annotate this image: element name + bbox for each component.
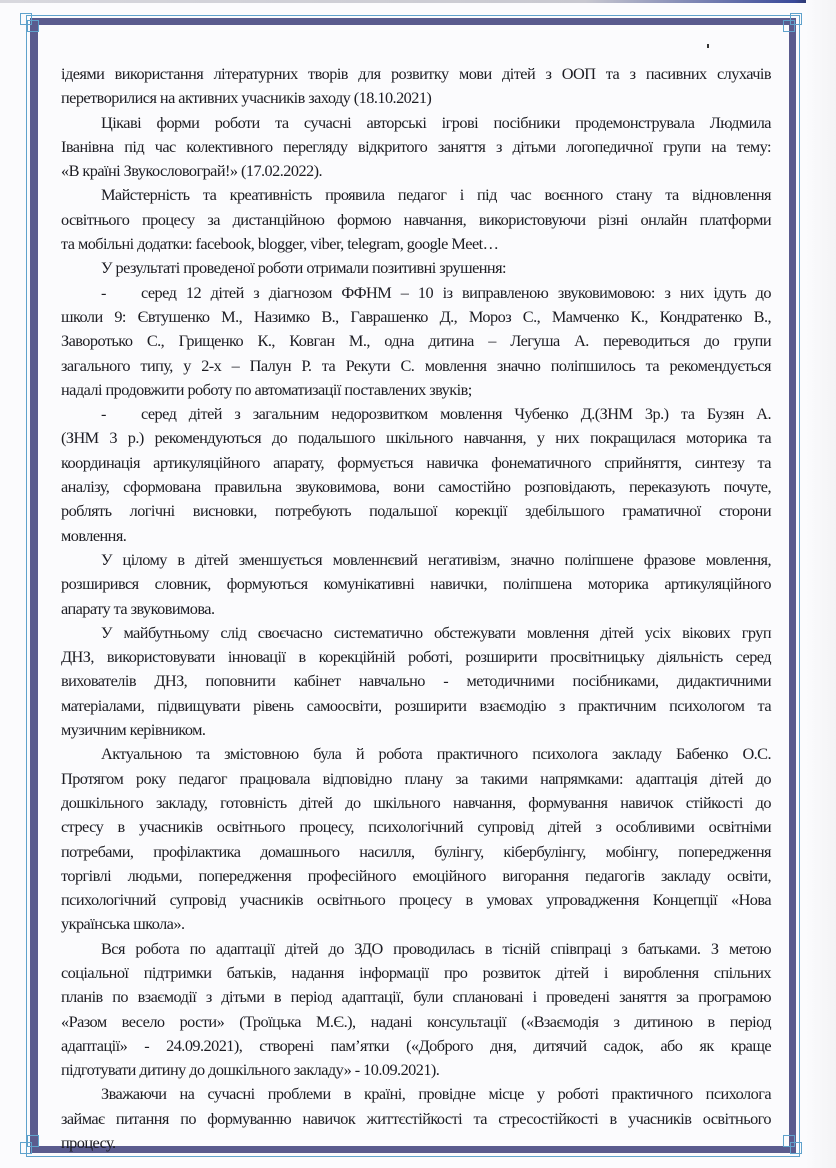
text-line: мовлення. bbox=[61, 525, 127, 545]
text-line: освітнього процесу за дистанційною формою навчання, використовуючи різні онлайн платформи bbox=[61, 209, 771, 229]
bullet-dash: - bbox=[101, 282, 107, 302]
text-line: торгівлі людьми, попередження професійного емоційного вигорання педагогів закладу освіти, bbox=[61, 865, 771, 885]
paragraph-p1 bbox=[61, 62, 771, 111]
text-line: соціальної підтримки батьків, надання інформації про розвиток дітей і вироблення спільних bbox=[61, 962, 771, 982]
text-line: Вся робота по адаптації дітей до ЗДО проводилась в тісній співпраці з батьками. З метою bbox=[101, 938, 771, 958]
bullet-line bbox=[61, 402, 771, 426]
text-line: психологічний супровід учасників освітнього процесу в умовах упровадження Концепції «Нова bbox=[61, 890, 771, 910]
text-line: вихователів ДНЗ, поповнити кабінет навчально - методичними посібниками, дидактичними bbox=[61, 671, 771, 691]
text-line: У результаті проведеної роботи отримали позитивні зрушення: bbox=[101, 258, 507, 278]
text-line: ДНЗ, використовувати інновації в корекційній роботі, розширити просвітницьку діяльність серед bbox=[61, 647, 771, 667]
document-body bbox=[61, 62, 771, 1155]
text-line: процесу. bbox=[61, 1133, 116, 1153]
text-line: серед дітей з загальним недорозвитком мовлення Чубенко Д.(ЗНМ 3р.) та Бузян А. bbox=[141, 404, 771, 424]
text-line: Зважаючи на сучасні проблеми в країні, провідне місце у роботі практичного психолога bbox=[101, 1084, 771, 1104]
text-line: стресу в учасників освітнього процесу, психологічний супровід дітей з особливими освітніми bbox=[61, 817, 771, 837]
text-line: координація артикуляційного апарату, формується навичка фонематичного сприйняття, синтезу та bbox=[61, 452, 771, 472]
paragraph-p2 bbox=[61, 111, 771, 184]
text-line: «Разом весело рости» (Троїцька М.Є.), надані консультації («Взаємодія з дитиною в період bbox=[61, 1011, 771, 1031]
paragraph-p8 bbox=[61, 621, 771, 742]
frame-corner-ornament-bottom-left-inner bbox=[27, 1135, 39, 1147]
text-line: українська школа». bbox=[61, 914, 185, 934]
text-line: надалі продовжити роботу по автоматизації поставлених звуків; bbox=[61, 379, 472, 399]
text-line: та мобільні додатки: facebook, blogger, viber, telegram, google Meet… bbox=[61, 234, 499, 254]
text-line: музичним керівником. bbox=[61, 720, 206, 740]
bullet-dash: - bbox=[101, 404, 107, 424]
text-line: Майстерність та креативність проявила педагог і під час воєнного стану та відновлення bbox=[101, 185, 771, 205]
text-line: «В країні Звукословограй!» (17.02.2022). bbox=[61, 161, 323, 181]
text-line: Заворотько С., Грищенко К., Ковган М., одна дитина – Легуша А. переводиться до групи bbox=[61, 331, 771, 351]
frame-corner-ornament-top-right-inner bbox=[783, 20, 795, 32]
text-line: потребами, профілактика домашнього насилля, булінгу, кібербулінгу, мобінгу, попередження bbox=[61, 841, 771, 861]
frame-corner-ornament-bottom-right-inner bbox=[783, 1135, 795, 1147]
text-line: планів по взаємодії з дітьми в період адаптації, були сплановані і проведені заняття за програмою bbox=[61, 987, 771, 1007]
text-line: займає питання по формуванню навичок життєстійкості та стресостійкості в учасників освітнього bbox=[61, 1108, 771, 1128]
text-line: апарату та звуковимова. bbox=[61, 598, 215, 618]
scan-right-edge bbox=[806, 0, 836, 1168]
text-line: Цікаві форми роботи та сучасні авторські ігрові посібники продемонструвала Людмила bbox=[101, 112, 771, 132]
paragraph-p11 bbox=[61, 1082, 771, 1155]
text-line: У цілому в дітей зменшується мовленнєвий негативізм, значно поліпшене фразове мовлення, bbox=[101, 549, 771, 569]
frame-corner-ornament-top-left-inner bbox=[27, 20, 39, 32]
text-line: адаптації» - 24.09.2021), створені пам’ятки («Доброго дня, дитячий садок, або як краще bbox=[61, 1035, 771, 1055]
text-line: аналізу, сформована правильна звуковимова, вони самостійно розповідають, переказують почуте, bbox=[61, 477, 771, 497]
paragraph-p4 bbox=[61, 256, 771, 280]
text-line: У майбутньому слід своєчасно систематично обстежувати мовлення дітей усіх вікових груп bbox=[101, 622, 771, 642]
scan-top-edge bbox=[0, 0, 836, 3]
text-line: ідеями використання літературних творів для розвитку мови дітей з ООП та з пасивних слухачів bbox=[61, 64, 771, 83]
paragraph-p7 bbox=[61, 548, 771, 621]
text-line: перетворилися на активних учасників заходу (18.10.2021) bbox=[61, 88, 432, 108]
text-line: розширився словник, формуються комунікативні навички, поліпшена моторика артикуляційного bbox=[61, 574, 771, 594]
text-line: загального типу, у 2-х – Палун Р. та Рекути С. мовлення значно поліпшилось та рекомендується bbox=[61, 355, 771, 375]
text-line: (ЗНМ 3 р.) рекомендуються до подальшого шкільного навчання, у них покращилася моторика та bbox=[61, 428, 771, 448]
scan-speck bbox=[707, 44, 709, 48]
paragraph-p6 bbox=[61, 402, 771, 548]
text-line: Іванівна під час колективного перегляду відкритого заняття з дітьми логопедичної групи на тему: bbox=[61, 136, 771, 156]
text-line: матеріалами, підвищувати рівень самоосвіти, розширити взаємодію з практичним психологом та bbox=[61, 695, 771, 715]
paragraph-p5 bbox=[61, 281, 771, 402]
bullet-line bbox=[61, 281, 771, 305]
text-line: серед 12 дітей з діагнозом ФФНМ – 10 із виправленою звуковимовою: з них ідуть до bbox=[141, 282, 771, 302]
paragraph-p10 bbox=[61, 937, 771, 1083]
text-line: школи 9: Євтушенко М., Назимко В., Гаврашенко Д., Мороз С., Мамченко К., Кондратенко В., bbox=[61, 306, 771, 326]
text-line: Актуальною та змістовною була й робота практичного психолога закладу Бабенко О.С. bbox=[101, 744, 771, 764]
text-line: дошкільного закладу, готовність дітей до шкільного навчання, формування навичок стійкості до bbox=[61, 792, 771, 812]
paragraph-p3 bbox=[61, 183, 771, 256]
text-line: роблять логічні висновки, потребують подальшої корекції здебільшого граматичної сторони bbox=[61, 501, 771, 521]
text-line: Протягом року педагог працювала відповідно плану за такими напрямками: адаптація дітей до bbox=[61, 768, 771, 788]
text-line: підготувати дитину до дошкільного закладу» - 10.09.2021). bbox=[61, 1060, 440, 1080]
paragraph-p9 bbox=[61, 742, 771, 936]
